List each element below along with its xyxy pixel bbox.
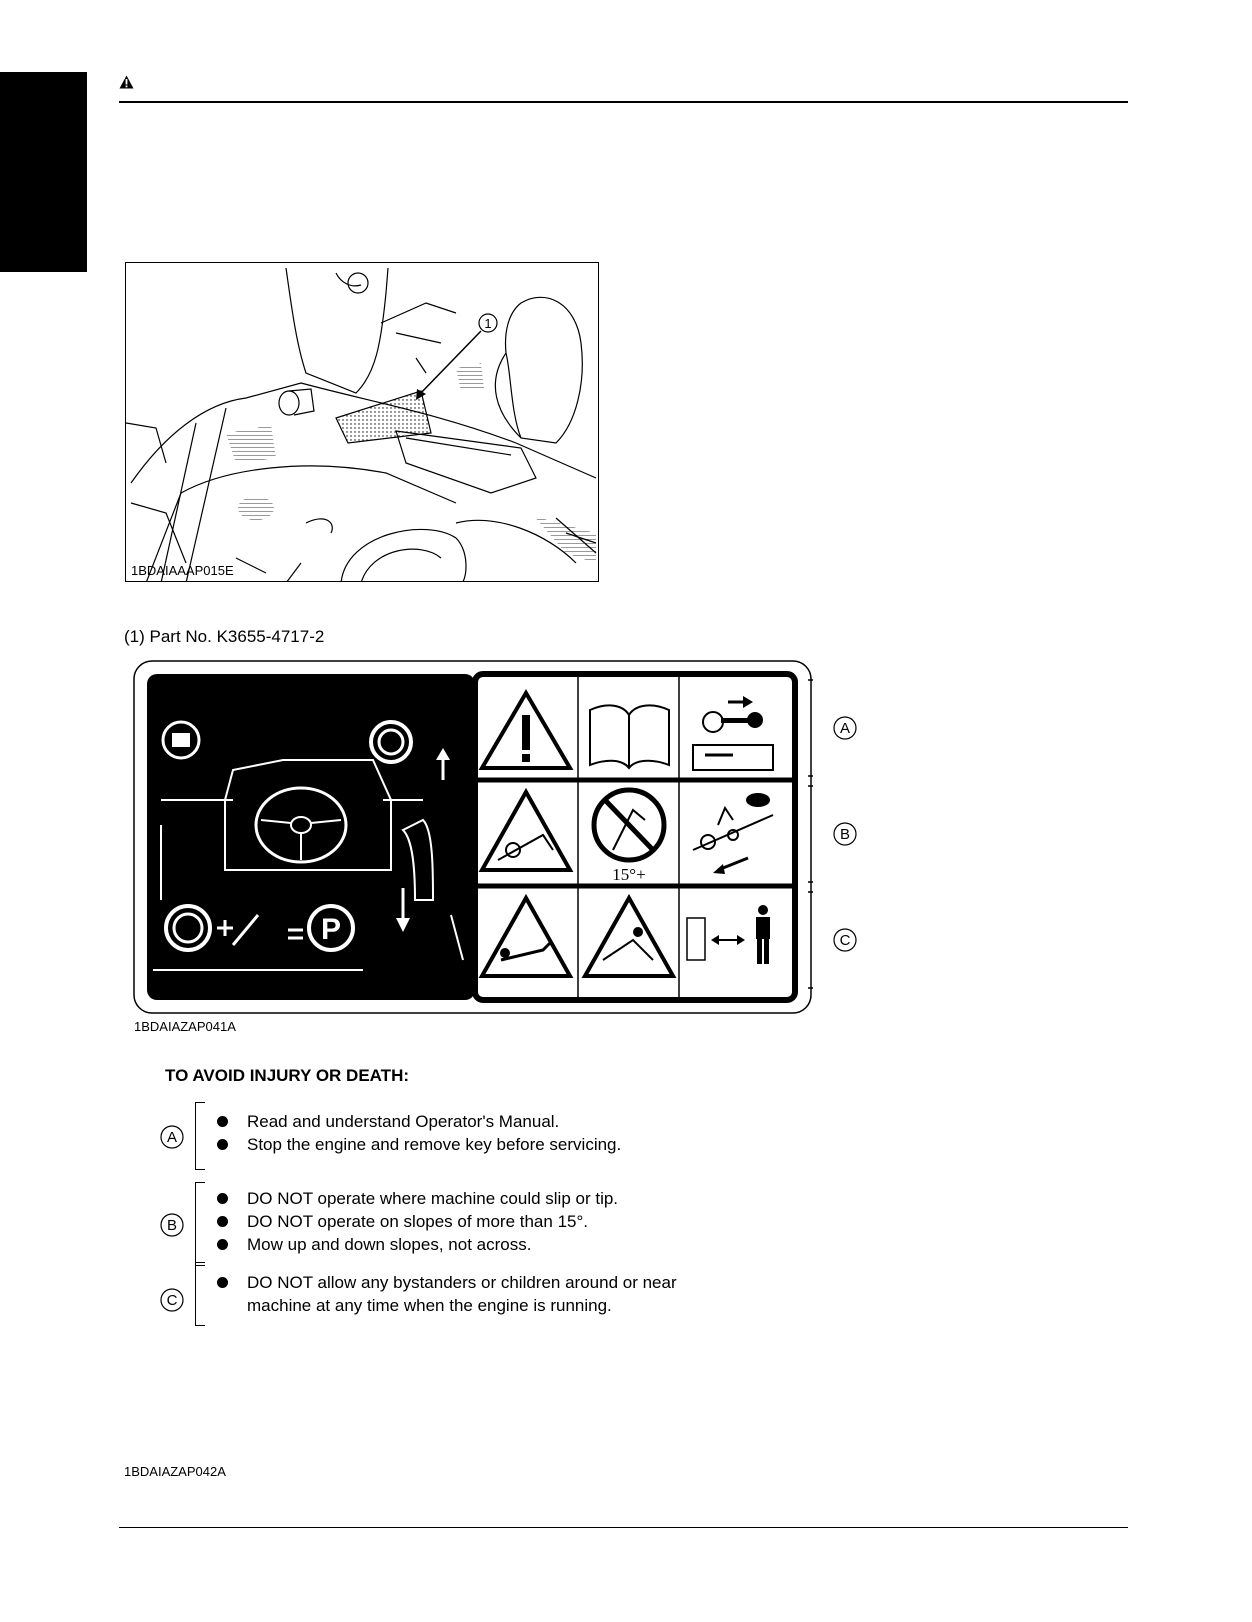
svg-text:P: P [320, 913, 342, 946]
svg-text:A: A [839, 720, 851, 737]
legend-letter-c [833, 928, 857, 952]
list-item-continuation: machine at any time when the engine is running. [247, 1296, 612, 1315]
decal-location-figure [125, 262, 599, 582]
part-number-caption: (1) Part No. K3655-4717-2 [124, 627, 325, 646]
warning-triangle-icon [119, 75, 134, 89]
group-bracket [195, 1102, 205, 1170]
svg-text:A: A [166, 1129, 178, 1146]
instructions-title: TO AVOID INJURY OR DEATH: [165, 1066, 410, 1085]
group-bracket [195, 1182, 205, 1266]
legend-letter-b [833, 822, 857, 846]
group-letter-c [160, 1288, 184, 1312]
svg-text:C: C [839, 932, 851, 949]
decal-code: 1BDAIAZAP041A [134, 1019, 236, 1034]
section-tab [0, 72, 87, 272]
svg-text:B: B [166, 1217, 178, 1234]
tractor-floor-illustration [126, 263, 599, 582]
svg-text:1: 1 [484, 316, 492, 331]
group-letter-b [160, 1213, 184, 1237]
group-letter-a [160, 1125, 184, 1149]
svg-text:15°+: 15°+ [612, 865, 646, 884]
decal-graphic [133, 660, 813, 1014]
header-rule [119, 101, 1128, 103]
parking-brake-panel [147, 674, 475, 1000]
svg-text:B: B [839, 826, 851, 843]
group-bracket [195, 1262, 205, 1326]
page-figure-code: 1BDAIAZAP042A [124, 1464, 226, 1479]
svg-text:C: C [166, 1292, 178, 1309]
footer-rule [119, 1527, 1128, 1528]
figure-code: 1BDAIAAAP015E [131, 563, 234, 578]
safety-decal [133, 660, 851, 1014]
legend-letter-a [833, 716, 857, 740]
